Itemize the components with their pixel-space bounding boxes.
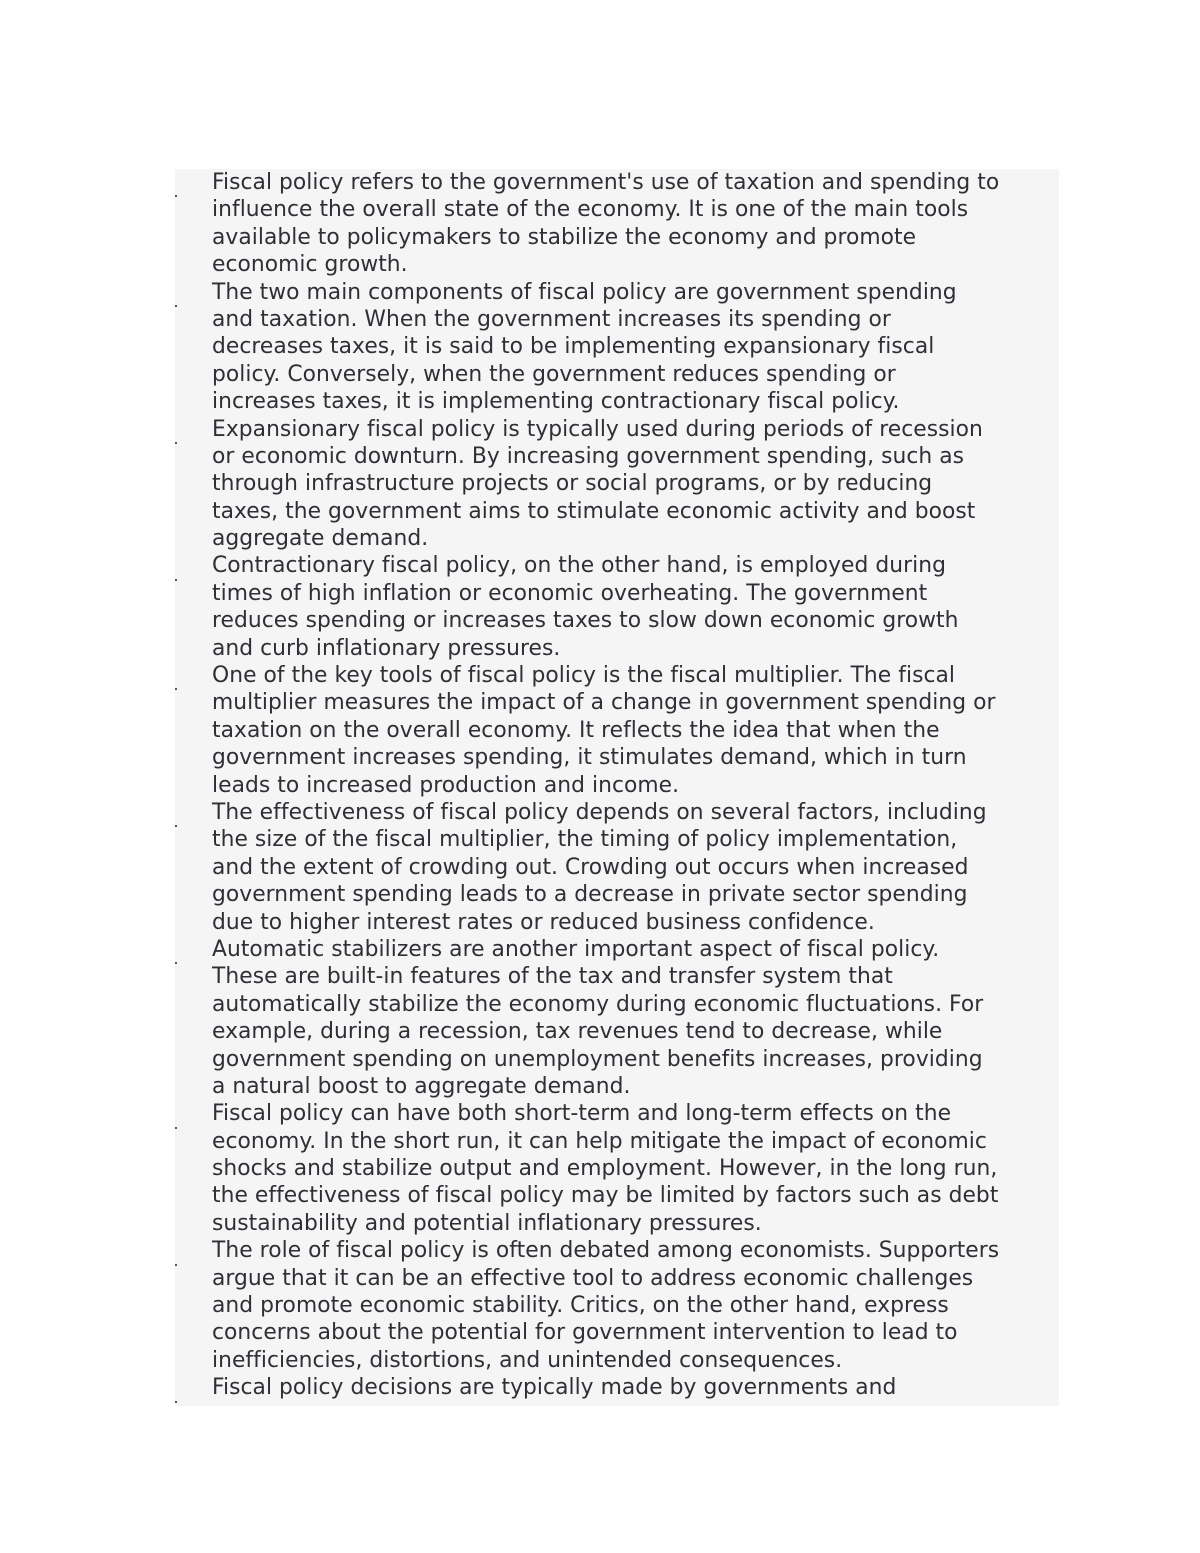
text-line: increases taxes, it is implementing contractionary fiscal policy.: [212, 389, 900, 415]
paragraph: [212, 662, 1059, 799]
paragraph-marker-icon: [175, 1264, 177, 1266]
paragraph: [212, 936, 1059, 1100]
paragraph: [212, 552, 1059, 662]
text-line: argue that it can be an effective tool to address economic challenges: [212, 1265, 974, 1291]
text-line: and promote economic stability. Critics, on the other hand, express: [212, 1293, 949, 1319]
paragraph-marker-icon: [175, 442, 177, 444]
text-line: One of the key tools of fiscal policy is the fiscal multiplier. The fiscal: [212, 663, 956, 689]
text-line: the size of the fiscal multiplier, the timing of policy implementation,: [212, 827, 958, 853]
text-line: automatically stabilize the economy during economic fluctuations. For: [212, 991, 984, 1017]
text-line: leads to increased production and income.: [212, 772, 680, 798]
text-line: example, during a recession, tax revenues tend to decrease, while: [212, 1019, 943, 1045]
paragraph-marker-icon: [175, 825, 177, 827]
text-line: government spending on unemployment benefits increases, providing: [212, 1046, 983, 1072]
paragraph-marker-icon: [175, 1401, 177, 1403]
text-line: shocks and stabilize output and employment. However, in the long run,: [212, 1156, 998, 1182]
text-line: taxation on the overall economy. It reflects the idea that when the: [212, 717, 940, 743]
text-line: Fiscal policy refers to the government's use of taxation and spending to: [212, 170, 1000, 195]
paragraph: [212, 279, 1059, 416]
text-line: economy. In the short run, it can help mitigate the impact of economic: [212, 1128, 987, 1154]
paragraph: [212, 799, 1059, 936]
document-text-block: [175, 169, 1059, 1406]
paragraph: [212, 169, 1059, 279]
text-line: concerns about the potential for government intervention to lead to: [212, 1320, 958, 1346]
text-line: The role of fiscal policy is often debated among economists. Supporters: [212, 1238, 1000, 1264]
paragraph-marker-icon: [175, 305, 177, 307]
text-line: Automatic stabilizers are another important aspect of fiscal policy.: [212, 936, 940, 962]
paragraph-marker-icon: [175, 195, 177, 197]
text-line: Fiscal policy can have both short-term and long-term effects on the: [212, 1101, 952, 1127]
text-line: These are built-in features of the tax and transfer system that: [212, 964, 893, 990]
text-line: sustainability and potential inflationary pressures.: [212, 1210, 762, 1236]
text-line: taxes, the government aims to stimulate economic activity and boost: [212, 498, 976, 524]
text-line: inefficiencies, distortions, and unintended consequences.: [212, 1347, 843, 1373]
text-line: and the extent of crowding out. Crowding out occurs when increased: [212, 854, 969, 880]
text-line: policy. Conversely, when the government reduces spending or: [212, 361, 896, 387]
text-line: multiplier measures the impact of a change in government spending or: [212, 690, 996, 716]
text-line: Fiscal policy decisions are typically made by governments and: [212, 1375, 897, 1401]
text-line: economic growth.: [212, 252, 408, 278]
text-line: and curb inflationary pressures.: [212, 635, 561, 661]
text-line: government spending leads to a decrease in private sector spending: [212, 882, 968, 908]
text-line: government increases spending, it stimulates demand, which in turn: [212, 745, 967, 771]
text-line: through infrastructure projects or social programs, or by reducing: [212, 471, 933, 497]
text-line: a natural boost to aggregate demand.: [212, 1073, 631, 1099]
text-line: Contractionary fiscal policy, on the other hand, is employed during: [212, 553, 946, 579]
text-line: Expansionary fiscal policy is typically used during periods of recession: [212, 416, 983, 442]
text-line: aggregate demand.: [212, 526, 429, 552]
text-column: [212, 169, 1059, 1402]
paragraph: [212, 1374, 1059, 1401]
text-line: due to higher interest rates or reduced business confidence.: [212, 909, 875, 935]
text-line: available to policymakers to stabilize the economy and promote: [212, 224, 917, 250]
text-line: influence the overall state of the economy. It is one of the main tools: [212, 197, 969, 223]
paragraph: [212, 416, 1059, 553]
text-line: reduces spending or increases taxes to slow down economic growth: [212, 608, 959, 634]
paragraph: [212, 1100, 1059, 1237]
paragraph: [212, 1237, 1059, 1374]
text-line: times of high inflation or economic overheating. The government: [212, 580, 928, 606]
text-line: The two main components of fiscal policy are government spending: [212, 279, 957, 305]
paragraph-marker-icon: [175, 1127, 177, 1129]
paragraph-marker-icon: [175, 962, 177, 964]
text-line: the effectiveness of fiscal policy may be limited by factors such as debt: [212, 1183, 999, 1209]
text-line: decreases taxes, it is said to be implementing expansionary fiscal: [212, 334, 935, 360]
text-line: and taxation. When the government increases its spending or: [212, 306, 891, 332]
text-line: The effectiveness of fiscal policy depends on several factors, including: [212, 799, 987, 825]
paragraph-marker-icon: [175, 579, 177, 581]
paragraph-marker-icon: [175, 688, 177, 690]
text-line: or economic downturn. By increasing government spending, such as: [212, 443, 965, 469]
